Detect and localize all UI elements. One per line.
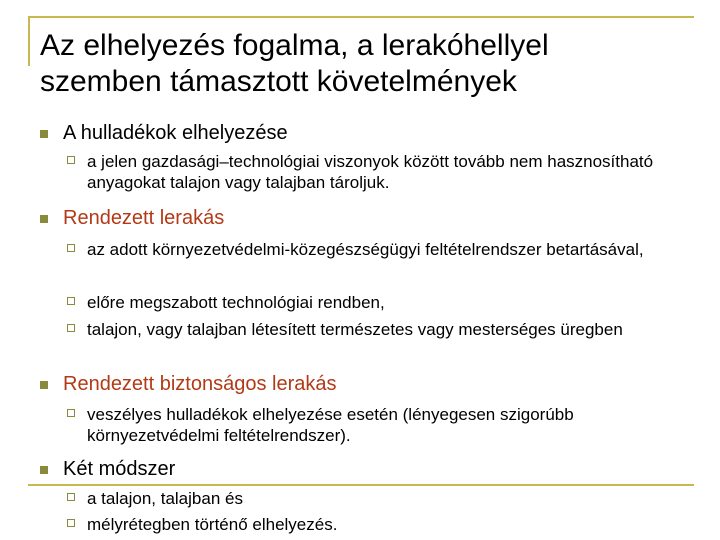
sub-bullet-text: talajon, vagy talajban létesített természetes vagy mesterséges üregben xyxy=(87,320,623,339)
bullet-label: A hulladékok elhelyezése xyxy=(63,122,288,144)
sub-bullet-text: veszélyes hulladékok elhelyezése esetén (lényegesen szigorúbb környezetvédelmi feltételrendszer). xyxy=(87,405,574,445)
slide-title-line-2: szemben támasztott követelmények xyxy=(40,65,517,98)
sub-bullet-text: mélyrétegben történő elhelyezés. xyxy=(87,515,338,534)
slide-title xyxy=(40,28,680,100)
sub-bullet-text: a jelen gazdasági–technológiai viszonyok között tovább nem hasznosítható anyagokat talajon vagy talajban tároljuk. xyxy=(87,152,654,192)
bullet-label: Rendezett biztonságos lerakás xyxy=(63,373,337,395)
square-bullet-icon xyxy=(40,215,48,223)
hollow-square-bullet-icon xyxy=(67,519,75,527)
hollow-square-bullet-icon xyxy=(67,156,75,164)
title-frame-top-rule xyxy=(28,16,694,18)
sub-bullet-text: az adott környezetvédelmi-közegészségügyi feltételrendszer betartásával, xyxy=(87,240,644,259)
hollow-square-bullet-icon xyxy=(67,297,75,305)
square-bullet-icon xyxy=(40,381,48,389)
sub-bullet-text: előre megszabott technológiai rendben, xyxy=(87,293,385,312)
hollow-square-bullet-icon xyxy=(67,493,75,501)
hollow-square-bullet-icon xyxy=(67,324,75,332)
square-bullet-icon xyxy=(40,466,48,474)
slide-title-line-1: Az elhelyezés fogalma, a lerakóhellyel xyxy=(40,29,549,62)
square-bullet-icon xyxy=(40,130,48,138)
hollow-square-bullet-icon xyxy=(67,409,75,417)
sub-bullet-text: a talajon, talajban és xyxy=(87,489,243,508)
hollow-square-bullet-icon xyxy=(67,244,75,252)
bottom-rule xyxy=(28,484,694,486)
bullet-label: Két módszer xyxy=(63,458,176,480)
title-frame-left-rule xyxy=(28,16,30,66)
bullet-label: Rendezett lerakás xyxy=(63,207,225,229)
